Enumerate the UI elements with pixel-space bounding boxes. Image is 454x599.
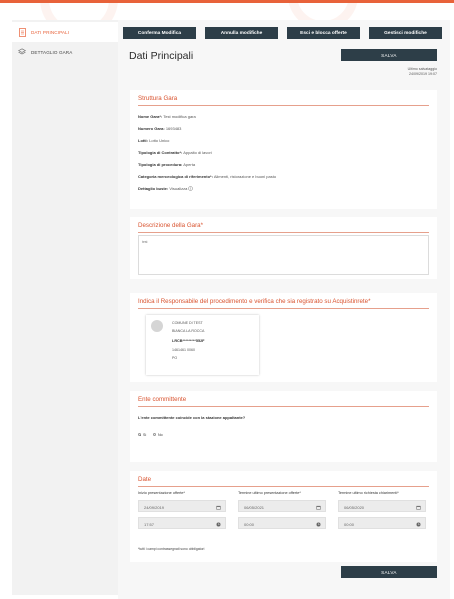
- sidebar: [12, 20, 118, 595]
- section-title: Struttura Gara: [138, 95, 178, 102]
- layers-icon: [18, 48, 26, 57]
- radio-si-label: Sì: [143, 432, 147, 437]
- termine-chiarimenti-label: Termine ultimo richiesta chiarimenti*: [338, 491, 399, 495]
- resp-fiscal-code: LRCB*********552F: [172, 339, 205, 343]
- section-title: Date: [138, 476, 152, 483]
- manage-changes-button[interactable]: Gestisci modifiche: [369, 27, 442, 39]
- radio-si[interactable]: [138, 433, 141, 436]
- termine-offerte-time-field[interactable]: 00:00: [238, 517, 326, 529]
- responsabile-contact-card[interactable]: [146, 315, 259, 375]
- field-numero-gara: Numero Gara: 1693483: [138, 126, 182, 131]
- section-divider: [138, 406, 429, 407]
- sidebar-item-dettaglio-gara[interactable]: [12, 42, 118, 62]
- section-title: Descrizione della Gara*: [138, 222, 203, 229]
- descrizione-textarea[interactable]: test: [138, 235, 429, 275]
- clock-icon[interactable]: [215, 521, 221, 527]
- last-save-value: 24/09/2019 19:07: [409, 72, 437, 76]
- last-save-label: Ultimo salvataggio: [407, 67, 437, 71]
- resp-phone: 1461461 0060: [172, 348, 195, 352]
- ente-committente-card: [130, 391, 437, 462]
- sidebar-item-label: DATI PRINCIPALI: [31, 29, 70, 35]
- termine-chiarimenti-time-field[interactable]: 00:00: [338, 517, 426, 529]
- section-title: Indica il Responsabile del procedimento e verifica che sia registrato su Acquistinrete*: [138, 298, 371, 305]
- resp-name: BIANCA LA ROCCA: [172, 329, 205, 333]
- resp-province: PO: [172, 356, 178, 360]
- date-card: [130, 471, 437, 562]
- descrizione-card: [130, 217, 437, 279]
- confirm-changes-button[interactable]: Conferma Modifica: [123, 27, 196, 39]
- calendar-icon[interactable]: [215, 504, 221, 510]
- termine-presentazione-label: Termine ultimo presentazione offerte*: [238, 491, 301, 495]
- calendar-icon[interactable]: [415, 504, 421, 510]
- sidebar-item-dati-principali[interactable]: [12, 22, 118, 42]
- field-dettaglio-buste: Dettaglio buste: Visualizza: [138, 186, 193, 192]
- clock-icon[interactable]: [415, 521, 421, 527]
- struttura-gara-card: [130, 90, 437, 209]
- ente-question: L'ente committente coincide con la stazione appaltante?: [138, 415, 246, 420]
- clock-icon[interactable]: [315, 521, 321, 527]
- field-lotti: Lotti: Lotto Unico: [138, 138, 170, 143]
- inizio-presentazione-label: Inizio presentazione offerte*: [138, 491, 185, 495]
- page-title: Dati Principali: [129, 50, 194, 62]
- document-icon: [18, 28, 26, 37]
- save-button[interactable]: SALVA: [341, 49, 437, 61]
- exit-lock-offers-button[interactable]: Esci e blocca offerte: [287, 27, 360, 39]
- section-divider: [138, 105, 429, 106]
- radio-no[interactable]: [153, 433, 156, 436]
- cancel-changes-button[interactable]: Annulla modifiche: [205, 27, 278, 39]
- inizio-date-field[interactable]: 24/09/2019: [138, 500, 226, 512]
- responsabile-card: [130, 293, 437, 382]
- resp-organization: COMUNE DI TEST: [172, 321, 203, 325]
- main-content: [118, 20, 450, 599]
- termine-offerte-date-field[interactable]: 06/05/2021: [238, 500, 326, 512]
- calendar-icon[interactable]: [315, 504, 321, 510]
- last-save-info: [408, 67, 437, 77]
- visualizza-link[interactable]: Visualizza: [169, 186, 188, 192]
- termine-chiarimenti-date-field[interactable]: 06/05/2020: [338, 500, 426, 512]
- section-divider: [138, 232, 429, 233]
- avatar: [151, 320, 163, 332]
- field-tipologia-procedura: Tipologia di procedura: Aperta: [138, 162, 196, 167]
- section-title: Ente committente: [138, 396, 187, 403]
- section-divider: [138, 486, 429, 487]
- required-fields-note: *tutti i campi contrassegnati sono obbligatori: [138, 547, 205, 551]
- field-tipologia-contratto: Tipologia di Contratto*: Appalto di lavori: [138, 150, 212, 155]
- save-button-bottom[interactable]: SALVA: [341, 566, 437, 578]
- sidebar-item-label: DETTAGLIO GARA: [31, 49, 73, 55]
- info-icon[interactable]: [188, 186, 193, 192]
- radio-no-label: No: [158, 432, 163, 437]
- section-divider: [138, 308, 429, 309]
- field-nome-gara: Nome Gara*: Test modifica gara: [138, 114, 196, 119]
- field-categoria-merceologica: Categoria merceologica di riferimento*: Alimenti, ristorazione e buoni pasto: [138, 174, 277, 179]
- inizio-time-field[interactable]: 17:57: [138, 517, 226, 529]
